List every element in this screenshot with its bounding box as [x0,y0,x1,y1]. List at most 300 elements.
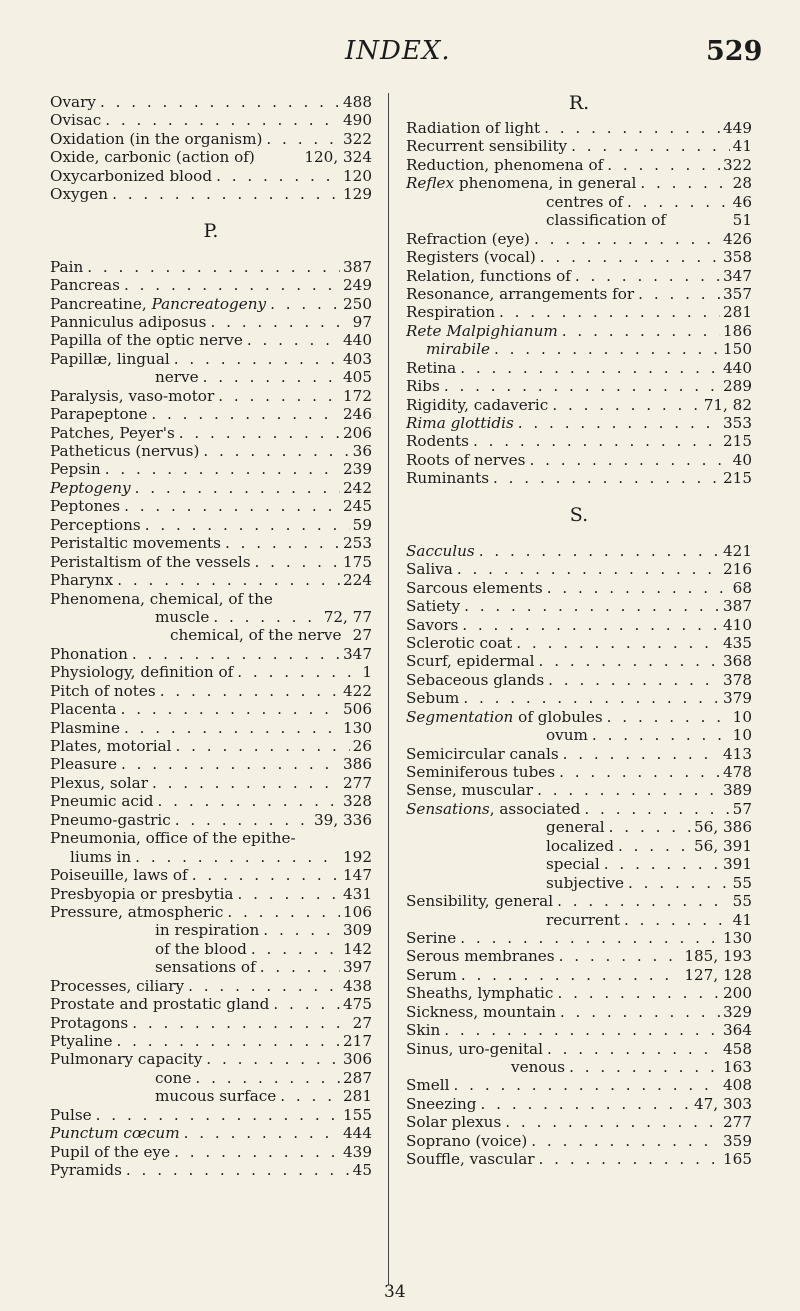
entry-term: Punctum cœcum [50,1124,180,1143]
index-entry [50,1050,372,1068]
section-heading: P. [203,219,219,242]
index-entry [406,303,752,321]
entry-page-ref: 347 [343,644,372,663]
entry-page-ref: 239 [343,460,372,479]
entry-term: sensations of [155,958,256,977]
leader-dots [112,1032,340,1050]
leader-dots [620,911,730,929]
leader-dots [117,700,340,718]
index-entry [406,340,752,358]
entry-page-ref: 410 [723,615,752,634]
entry-page-ref: 387 [723,597,752,616]
entry-page-ref: 57 [732,799,752,818]
index-entry [50,1087,372,1105]
entry-term: Pharynx [50,571,114,590]
entry-page-ref: 172 [343,386,372,405]
entry-page-ref: 27 [352,1013,372,1032]
leader-dots [113,571,340,589]
entry-page-ref: 55 [732,873,752,892]
index-entry [50,258,372,276]
leader-dots [255,148,302,166]
index-entry [406,929,752,947]
entry-page-ref: 379 [723,689,752,708]
leader-dots [600,855,720,873]
entry-page-ref: 329 [723,1002,752,1021]
leader-dots [101,460,340,478]
leader-dots [459,689,720,707]
index-entry [406,396,752,414]
entry-page-ref: 449 [723,119,752,137]
index-entry [406,634,752,652]
index-entry [50,903,372,921]
leader-dots [514,414,720,432]
leader-dots [262,130,340,148]
entry-term: liums in [70,847,132,866]
index-entry [50,774,372,792]
leader-dots [530,230,720,248]
index-entry [50,405,372,423]
entry-page-ref: 475 [343,995,372,1014]
entry-page-ref: 440 [723,358,752,377]
entry-term: Pepsin [50,460,101,479]
leader-dots [96,93,340,111]
entry-page-ref: 192 [343,847,372,866]
index-entry [50,93,372,111]
entry-term: Protagons [50,1013,129,1032]
leader-dots [188,866,340,884]
entry-term: Physiology, definition of [50,663,234,682]
leader-dots [536,248,720,266]
entry-page-ref: 215 [723,432,752,451]
index-entry [50,682,372,700]
leader-dots [527,1132,720,1150]
entry-page-ref: 253 [343,534,372,553]
entry-term: Ovary [50,93,96,111]
leader-dots [456,929,720,947]
entry-page-ref: 142 [343,939,372,958]
entry-term: Pyramids [50,1161,122,1180]
leader-dots [214,387,340,405]
entry-page-ref: 405 [343,368,372,387]
leader-dots [156,682,340,700]
leader-dots [477,1095,691,1113]
page-number: 529 [706,36,763,67]
index-entry [50,1161,372,1179]
leader-dots [453,560,720,578]
leader-dots [440,1021,720,1039]
leader-dots [199,368,340,386]
leader-dots [501,1113,720,1131]
entry-page-ref: 150 [723,340,752,359]
entry-page-ref: 40 [732,450,752,469]
entry-term: Reflex phenomena, in general [406,174,637,193]
entry-page-ref: 386 [343,755,372,774]
entry-term: Serine [406,928,457,947]
entry-term: Pitch of notes [50,681,156,700]
index-entry [406,781,752,799]
entry-term: Phenomena, chemical, of the [50,589,273,608]
entry-page-ref: 147 [343,866,372,885]
entry-term: centres of [546,192,624,211]
index-entry [50,700,372,718]
leader-dots [475,542,720,560]
entry-page-ref: 200 [723,984,752,1003]
entry-term: Reduction, phenomena of [406,155,604,174]
leader-dots [120,276,340,294]
entry-page-ref: 440 [343,331,372,350]
entry-term: Oxycarbonized blood [50,166,213,185]
leader-dots [490,340,720,358]
entry-page-ref: 250 [343,294,372,313]
entry-page-ref: 358 [723,248,752,267]
entry-term: Pressure, atmospheric [50,902,224,921]
entry-page-ref: 36 [352,442,372,460]
index-entry [406,911,752,929]
entry-term: Plates, motorial [50,737,172,755]
entry-term: Parapeptone [50,405,148,424]
entry-term: general [546,818,605,837]
entry-term: Papillæ, lingual [50,349,170,368]
leader-dots [555,947,682,965]
leader-dots [558,322,720,340]
leader-dots [266,295,340,313]
entry-term: Roots of nerves [406,450,526,469]
index-entry [406,1076,752,1094]
entry-term: Sebaceous glands [406,670,545,689]
entry-term: subjective [546,873,625,892]
leader-dots [233,885,340,903]
leader-dots [247,940,340,958]
entry-term: Retina [406,358,457,377]
index-entry [406,892,752,910]
column-divider [388,93,389,1285]
index-entry [50,1069,372,1087]
entry-term: Pulse [50,1105,92,1124]
leader-dots [580,800,729,818]
leader-dots [199,442,349,460]
leader-dots [273,590,369,608]
entry-term: Perceptions [50,515,141,534]
leader-dots [256,958,340,976]
leader-dots [223,903,340,921]
entry-term: Processes, ciliary [50,976,185,995]
leader-dots [495,303,720,321]
entry-term: Ptyaline [50,1032,113,1050]
index-entry [50,368,372,386]
leader-dots [450,1076,720,1094]
entry-page-ref: 435 [723,633,752,652]
entry-term: Placenta [50,700,117,719]
index-entry [406,451,752,469]
entry-page-ref: 45 [352,1161,372,1180]
leader-dots [458,616,720,634]
entry-page-ref: 426 [723,229,752,248]
leader-dots [567,137,730,155]
index-entry [50,626,372,644]
leader-dots [269,995,340,1013]
leader-dots [555,763,720,781]
entry-term: Savors [406,615,459,634]
leader-dots [108,185,340,203]
index-entry [406,156,752,174]
leader-dots [184,977,340,995]
leader-dots [170,1143,340,1161]
entry-term: Pneumic acid [50,792,154,811]
entry-term: mirabile [426,340,490,359]
entry-term: Pulmonary capacity [50,1050,203,1069]
index-entry [406,763,752,781]
leader-dots [342,626,350,644]
entry-page-ref: 506 [343,700,372,719]
index-entry [50,737,372,755]
entry-term: Pneumo-gastric [50,810,171,829]
index-entry [406,671,752,689]
index-entry [50,792,372,810]
entry-page-ref: 59 [352,515,372,534]
index-entry [406,193,752,211]
entry-term: Peptogeny [50,478,131,497]
index-entry [406,726,752,744]
leader-dots [634,285,720,303]
entry-term: Resonance, arrangements for [406,284,635,303]
entry-page-ref: 439 [343,1142,372,1161]
entry-term: Sense, muscular [406,781,534,800]
entry-page-ref: 322 [343,129,372,148]
index-entry [406,1021,752,1039]
leader-dots [457,966,682,984]
entry-term: Peristaltic movements [50,534,221,553]
leader-dots [101,111,340,129]
leader-dots [559,745,720,763]
leader-dots [624,874,730,892]
leader-dots [543,1040,720,1058]
entry-page-ref: 364 [723,1021,752,1040]
entry-page-ref: 403 [343,349,372,368]
entry-page-ref: 438 [343,976,372,995]
entry-term: Sensations, associated [406,799,581,818]
index-entry [406,119,752,137]
leader-dots [556,1003,720,1021]
index-entry [50,442,372,460]
entry-page-ref: 185, 193 [684,947,752,966]
leader-dots [440,377,720,395]
entry-term: Oxide, carbonic (action of) [50,148,255,167]
index-column-left [50,93,372,1180]
entry-term: Pneumonia, office of the epithe- [50,829,296,848]
entry-page-ref: 155 [343,1105,372,1124]
index-entry [50,1124,372,1142]
index-entry [406,874,752,892]
entry-term: Ovisac [50,111,102,130]
leader-dots [221,534,340,552]
entry-page-ref: 490 [343,111,372,130]
entry-term: Sebum [406,689,460,708]
entry-term: Rigidity, cadaveric [406,395,549,414]
entry-page-ref: 28 [732,174,752,193]
entry-page-ref: 306 [343,1050,372,1069]
leader-dots [603,708,730,726]
index-entry [50,1014,372,1032]
entry-page-ref: 130 [723,928,752,947]
index-entry [50,977,372,995]
entry-page-ref: 391 [723,855,752,874]
leader-dots [202,1050,340,1068]
index-entry [406,174,752,192]
leader-dots [206,313,349,331]
entry-page-ref: 245 [343,497,372,516]
entry-page-ref: 378 [723,670,752,689]
entry-term: Plasmine [50,718,120,737]
entry-page-ref: 431 [343,884,372,903]
index-entry [406,689,752,707]
index-entry [50,663,372,681]
entry-term: ovum [546,726,588,745]
index-entry [50,1106,372,1124]
entry-page-ref: 458 [723,1039,752,1058]
entry-page-ref: 120 [343,166,372,185]
leader-dots [131,479,340,497]
index-entry [50,811,372,829]
index-entry [406,579,752,597]
entry-page-ref: 129 [343,185,372,204]
index-entry [406,1113,752,1131]
leader-dots [148,774,340,792]
entry-term: Prostate and prostatic gland [50,995,270,1014]
index-entry [50,608,372,626]
entry-page-ref: 353 [723,414,752,432]
index-entry [406,542,752,560]
entry-page-ref: 68 [732,578,752,597]
leader-dots [553,892,730,910]
entry-term: Rete Malpighianum [406,321,558,340]
index-entry [406,800,752,818]
entry-term: nerve [155,368,199,387]
index-entry [50,460,372,478]
index-entry [50,719,372,737]
entry-page-ref: 413 [723,744,752,763]
leader-dots [92,1106,340,1124]
entry-term: of the blood [155,939,247,958]
entry-term: Relation, functions of [406,266,571,285]
index-entry [406,285,752,303]
leader-dots [175,424,340,442]
entry-page-ref: 397 [343,958,372,977]
entry-term: Sacculus [406,541,475,560]
page-header [0,36,800,76]
index-entry [50,313,372,331]
leader-dots [540,119,720,137]
section-heading: S. [569,503,589,526]
entry-term: Semicircular canals [406,744,559,763]
leader-dots [571,267,720,285]
entry-term: Serum [406,965,457,984]
entry-page-ref: 10 [732,707,752,726]
leader-dots [170,350,340,368]
section-heading: R. [568,92,590,114]
entry-term: Segmentation of globules [406,707,603,726]
leader-dots [251,553,340,571]
entry-page-ref: 56, 386 [694,818,752,837]
index-entry [406,377,752,395]
leader-dots [147,405,340,423]
leader-dots [172,737,350,755]
entry-page-ref: 10 [732,726,752,745]
leader-dots [131,848,340,866]
leader-dots [456,359,720,377]
index-entry [50,497,372,515]
entry-term: cone [155,1068,192,1087]
leader-dots [460,597,720,615]
entry-term: Presbyopia or presbytia [50,884,234,903]
entry-page-ref: 71, 82 [703,395,752,414]
entry-term: Smell [406,1076,450,1095]
leader-dots [525,451,729,469]
entry-page-ref: 246 [343,405,372,424]
entry-term: Peristaltism of the vessels [50,552,251,571]
leader-dots [191,1069,340,1087]
leader-dots [259,921,340,939]
entry-term: classification of [546,211,667,230]
entry-page-ref: 389 [723,781,752,800]
entry-term: Refraction (eye) [406,229,530,248]
entry-term: Skin [406,1021,441,1040]
entry-page-ref: 97 [352,312,372,331]
leader-dots [512,634,720,652]
entry-term: Sickness, mountain [406,1002,556,1021]
leader-dots [209,608,320,626]
entry-term: Pancreatine, Pancreatogeny [50,294,267,313]
entry-term: Plexus, solar [50,773,148,792]
index-entry [50,185,372,203]
index-entry [50,534,372,552]
entry-page-ref: 289 [723,377,752,396]
leader-dots [614,837,691,855]
entry-page-ref: 328 [343,792,372,811]
leader-dots [212,167,340,185]
leader-dots [233,663,359,681]
entry-page-ref: 249 [343,276,372,295]
leader-dots [605,818,691,836]
entry-page-ref: 215 [723,469,752,488]
leader-dots [128,645,340,663]
index-entry [50,167,372,185]
entry-term: Ribs [406,377,440,396]
entry-page-ref: 444 [343,1124,372,1143]
entry-term: Seminiferous tubes [406,763,556,781]
index-entry [406,469,752,487]
entry-term: Oxygen [50,185,109,204]
leader-dots [243,331,340,349]
index-entry [406,1150,752,1168]
entry-page-ref: 287 [343,1068,372,1087]
leader-dots [154,792,340,810]
entry-page-ref: 163 [723,1058,752,1076]
entry-term: Panniculus adiposus [50,312,207,331]
signature-mark: 34 [384,1282,406,1302]
entry-term: Sensibility, general [406,892,554,911]
index-entry [406,708,752,726]
entry-page-ref: 421 [723,541,752,560]
leader-dots [535,652,720,670]
leader-dots [128,1014,349,1032]
entry-page-ref: 408 [723,1076,752,1095]
entry-page-ref: 478 [723,763,752,781]
entry-page-ref: 357 [723,284,752,303]
entry-page-ref: 277 [723,1113,752,1132]
entry-page-ref: 368 [723,652,752,671]
entry-page-ref: 106 [343,902,372,921]
leader-dots [533,781,720,799]
